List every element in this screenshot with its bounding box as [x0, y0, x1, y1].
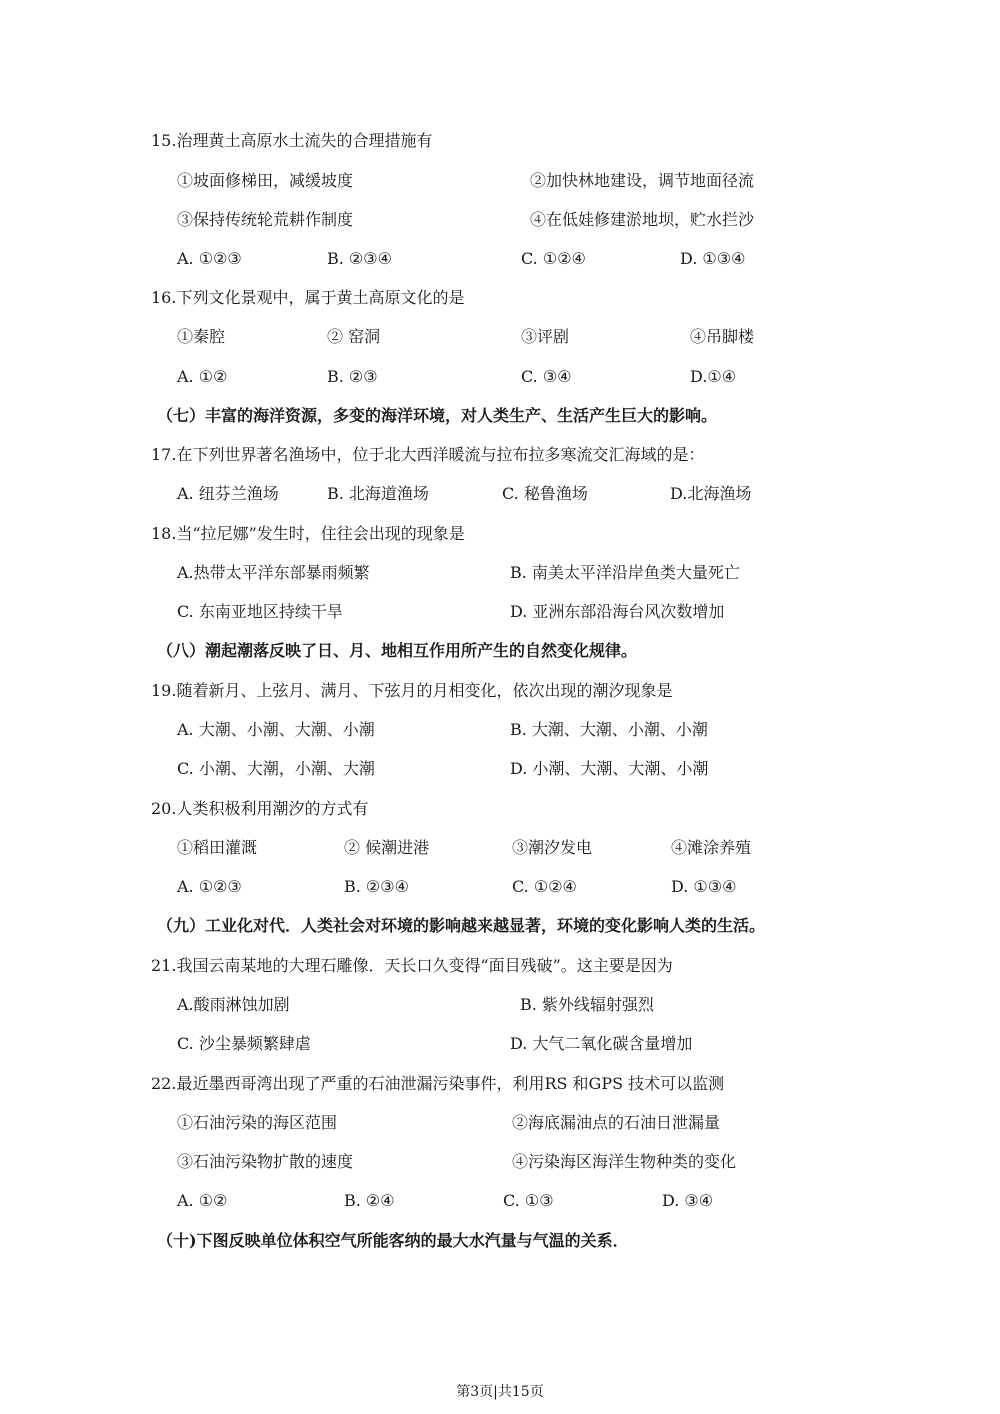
- answer-choice: C. ③④: [521, 367, 572, 386]
- answer-choice: B. 南美太平洋沿岸鱼类大量死亡: [510, 563, 740, 582]
- answer-choice: C. 秘鲁渔场: [502, 484, 588, 503]
- answer-choice: A. ①②③: [177, 249, 242, 268]
- option-item: ①石油污染的海区范围: [177, 1113, 338, 1132]
- answer-choice: C. ①②④: [521, 249, 586, 268]
- answer-choice: B. 北海道渔场: [327, 484, 429, 503]
- option-item: ④吊脚楼: [690, 327, 755, 346]
- question-stem: 21.我国云南某地的大理石雕像．天长口久变得“面目残破”。这主要是因为: [151, 956, 673, 975]
- answer-choice: A. ①②: [177, 367, 228, 386]
- option-item: ④污染海区海洋生物种类的变化: [512, 1152, 737, 1171]
- section-heading: （七）丰富的海洋资源，多变的海洋环境，对人类生产、生活产生巨大的影响。: [157, 406, 718, 425]
- option-item: ③评剧: [521, 327, 570, 346]
- option-item: ② 窑洞: [327, 327, 381, 346]
- answer-choice: B. ②③④: [344, 877, 409, 896]
- answer-choice: D. 小潮、大潮、大潮、小潮: [510, 759, 709, 778]
- answer-choice: C. 东南亚地区持续干旱: [177, 602, 343, 621]
- question-stem: 20.人类积极利用潮汐的方式有: [151, 799, 369, 818]
- answer-choice: C. ①②④: [512, 877, 577, 896]
- answer-choice: A.酸雨淋蚀加剧: [177, 995, 290, 1014]
- section-heading: （九）工业化对代．人类社会对环境的影响越来越显著，环境的变化影响人类的生活。: [157, 916, 766, 935]
- option-item: ③潮汐发电: [512, 838, 593, 857]
- question-stem: 16.下列文化景观中，属于黄土高原文化的是: [151, 288, 465, 307]
- option-item: ①秦腔: [177, 327, 226, 346]
- answer-choice: C. ①③: [503, 1191, 554, 1210]
- option-item: ③保持传统轮荒耕作制度: [177, 210, 354, 229]
- option-item: ④在低娃修建淤地坝，贮水拦沙: [530, 210, 755, 229]
- answer-choice: D. 大气二氧化碳含量增加: [510, 1034, 693, 1053]
- option-item: ②海底漏油点的石油日泄漏量: [512, 1113, 721, 1132]
- answer-choice: D. ①③④: [680, 249, 746, 268]
- answer-choice: B. ②③: [327, 367, 378, 386]
- answer-choice: B. 紫外线辐射强烈: [520, 995, 654, 1014]
- answer-choice: A. ①②③: [177, 877, 242, 896]
- section-heading: （八）潮起潮落反映了日、月、地相互作用所产生的自然变化规律。: [157, 641, 638, 660]
- answer-choice: A. 纽芬兰渔场: [177, 484, 279, 503]
- answer-choice: A. 大潮、小潮、大潮、小潮: [177, 720, 375, 739]
- section-heading: （十)下图反映单位体积空气所能客纳的最大水汽量与气温的关系．: [157, 1231, 629, 1250]
- option-item: ④滩涂养殖: [671, 838, 752, 857]
- question-stem: 17.在下列世界著名渔场中，位于北大西洋暖流与拉布拉多寒流交汇海域的是：: [151, 445, 705, 464]
- answer-choice: A.热带太平洋东部暴雨频繁: [177, 563, 370, 582]
- answer-choice: D. ①③④: [671, 877, 737, 896]
- option-item: ①稻田灌溉: [177, 838, 258, 857]
- answer-choice: B. ②③④: [327, 249, 392, 268]
- answer-choice: B. 大潮、大潮、小潮、小潮: [510, 720, 708, 739]
- answer-choice: C. 小潮、大潮，小潮、大潮: [177, 759, 375, 778]
- page-number: 第3页|共15页: [456, 1384, 544, 1400]
- answer-choice: D.①④: [690, 367, 737, 386]
- answer-choice: A. ①②: [177, 1191, 228, 1210]
- question-stem: 15.治理黄土高原水土流失的合理措施有: [151, 131, 433, 150]
- question-stem: 19.随着新月、上弦月、满月、下弦月的月相变化，依次出现的潮汐现象是: [151, 681, 673, 700]
- answer-choice: C. 沙尘暴频繁肆虐: [177, 1034, 311, 1053]
- answer-choice: D. ③④: [662, 1191, 714, 1210]
- option-item: ②加快林地建设，调节地面径流: [530, 171, 755, 190]
- option-item: ③石油污染物扩散的速度: [177, 1152, 354, 1171]
- question-stem: 18.当“拉尼娜”发生时，住往会出现的现象是: [151, 524, 465, 543]
- question-stem: 22.最近墨西哥湾出现了严重的石油泄漏污染事件，利用RS 和GPS 技术可以监测: [151, 1074, 725, 1093]
- answer-choice: D.北海渔场: [670, 484, 752, 503]
- answer-choice: B. ②④: [344, 1191, 395, 1210]
- answer-choice: D. 亚洲东部沿海台风次数增加: [510, 602, 725, 621]
- option-item: ①坡面修梯田，减缓坡度: [177, 171, 354, 190]
- option-item: ② 候潮进港: [344, 838, 430, 857]
